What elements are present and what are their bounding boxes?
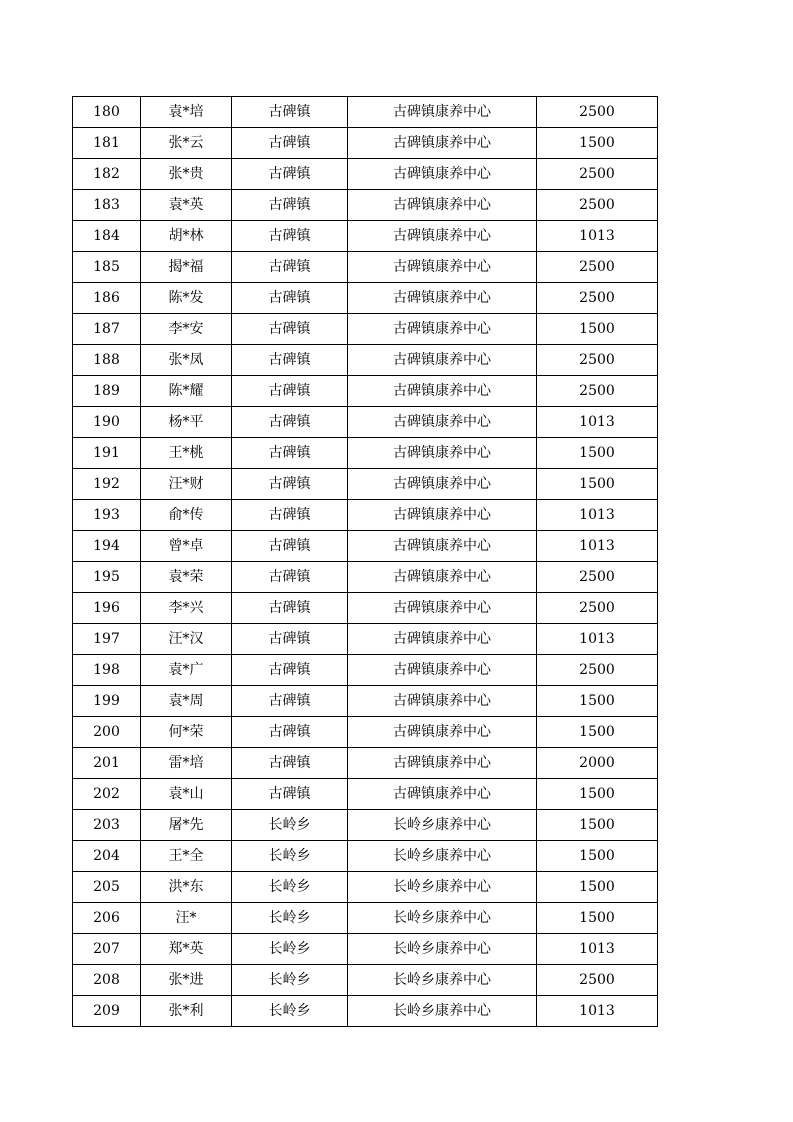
table-row bbox=[73, 190, 658, 221]
town-cell: 古碑镇 bbox=[232, 655, 348, 686]
name-cell: 袁*广 bbox=[141, 655, 232, 686]
table-row bbox=[73, 996, 658, 1027]
care-center-cell: 古碑镇康养中心 bbox=[348, 500, 537, 531]
table-row bbox=[73, 686, 658, 717]
amount-cell: 2500 bbox=[537, 593, 658, 624]
name-cell: 何*荣 bbox=[141, 717, 232, 748]
row-number-cell: 200 bbox=[73, 717, 141, 748]
care-center-cell: 古碑镇康养中心 bbox=[348, 655, 537, 686]
table-row bbox=[73, 965, 658, 996]
roster-table bbox=[72, 96, 658, 1027]
town-cell: 古碑镇 bbox=[232, 128, 348, 159]
town-cell: 长岭乡 bbox=[232, 934, 348, 965]
name-cell: 袁*英 bbox=[141, 190, 232, 221]
town-cell: 长岭乡 bbox=[232, 841, 348, 872]
amount-cell: 1013 bbox=[537, 996, 658, 1027]
row-number-cell: 206 bbox=[73, 903, 141, 934]
table-row bbox=[73, 593, 658, 624]
name-cell: 胡*林 bbox=[141, 221, 232, 252]
amount-cell: 1013 bbox=[537, 531, 658, 562]
name-cell: 袁*荣 bbox=[141, 562, 232, 593]
care-center-cell: 古碑镇康养中心 bbox=[348, 717, 537, 748]
table-row bbox=[73, 159, 658, 190]
table-row bbox=[73, 221, 658, 252]
amount-cell: 2500 bbox=[537, 376, 658, 407]
town-cell: 古碑镇 bbox=[232, 469, 348, 500]
care-center-cell: 古碑镇康养中心 bbox=[348, 97, 537, 128]
care-center-cell: 古碑镇康养中心 bbox=[348, 593, 537, 624]
name-cell: 张*利 bbox=[141, 996, 232, 1027]
table-row bbox=[73, 252, 658, 283]
name-cell: 张*凤 bbox=[141, 345, 232, 376]
amount-cell: 1500 bbox=[537, 903, 658, 934]
town-cell: 古碑镇 bbox=[232, 407, 348, 438]
table-row bbox=[73, 717, 658, 748]
row-number-cell: 192 bbox=[73, 469, 141, 500]
table-row bbox=[73, 748, 658, 779]
name-cell: 曾*卓 bbox=[141, 531, 232, 562]
table-row bbox=[73, 314, 658, 345]
town-cell: 古碑镇 bbox=[232, 376, 348, 407]
name-cell: 陈*耀 bbox=[141, 376, 232, 407]
row-number-cell: 209 bbox=[73, 996, 141, 1027]
amount-cell: 1500 bbox=[537, 717, 658, 748]
amount-cell: 1500 bbox=[537, 810, 658, 841]
row-number-cell: 188 bbox=[73, 345, 141, 376]
amount-cell: 2000 bbox=[537, 748, 658, 779]
table-row bbox=[73, 903, 658, 934]
care-center-cell: 古碑镇康养中心 bbox=[348, 252, 537, 283]
table-row bbox=[73, 128, 658, 159]
table-row bbox=[73, 779, 658, 810]
town-cell: 古碑镇 bbox=[232, 593, 348, 624]
town-cell: 古碑镇 bbox=[232, 252, 348, 283]
town-cell: 古碑镇 bbox=[232, 283, 348, 314]
care-center-cell: 古碑镇康养中心 bbox=[348, 624, 537, 655]
amount-cell: 1013 bbox=[537, 934, 658, 965]
name-cell: 俞*传 bbox=[141, 500, 232, 531]
town-cell: 古碑镇 bbox=[232, 314, 348, 345]
name-cell: 张*进 bbox=[141, 965, 232, 996]
row-number-cell: 198 bbox=[73, 655, 141, 686]
care-center-cell: 长岭乡康养中心 bbox=[348, 810, 537, 841]
town-cell: 古碑镇 bbox=[232, 221, 348, 252]
amount-cell: 1500 bbox=[537, 779, 658, 810]
care-center-cell: 古碑镇康养中心 bbox=[348, 779, 537, 810]
care-center-cell: 古碑镇康养中心 bbox=[348, 314, 537, 345]
name-cell: 汪*汉 bbox=[141, 624, 232, 655]
name-cell: 袁*山 bbox=[141, 779, 232, 810]
amount-cell: 1013 bbox=[537, 624, 658, 655]
town-cell: 古碑镇 bbox=[232, 438, 348, 469]
town-cell: 长岭乡 bbox=[232, 810, 348, 841]
amount-cell: 2500 bbox=[537, 655, 658, 686]
roster-table-body bbox=[73, 97, 658, 1027]
table-row bbox=[73, 624, 658, 655]
amount-cell: 1500 bbox=[537, 438, 658, 469]
care-center-cell: 长岭乡康养中心 bbox=[348, 996, 537, 1027]
row-number-cell: 181 bbox=[73, 128, 141, 159]
town-cell: 长岭乡 bbox=[232, 965, 348, 996]
table-row bbox=[73, 97, 658, 128]
town-cell: 古碑镇 bbox=[232, 562, 348, 593]
row-number-cell: 207 bbox=[73, 934, 141, 965]
row-number-cell: 197 bbox=[73, 624, 141, 655]
name-cell: 袁*周 bbox=[141, 686, 232, 717]
row-number-cell: 182 bbox=[73, 159, 141, 190]
row-number-cell: 195 bbox=[73, 562, 141, 593]
care-center-cell: 古碑镇康养中心 bbox=[348, 159, 537, 190]
town-cell: 古碑镇 bbox=[232, 779, 348, 810]
town-cell: 古碑镇 bbox=[232, 748, 348, 779]
town-cell: 长岭乡 bbox=[232, 903, 348, 934]
care-center-cell: 古碑镇康养中心 bbox=[348, 283, 537, 314]
amount-cell: 2500 bbox=[537, 283, 658, 314]
row-number-cell: 184 bbox=[73, 221, 141, 252]
care-center-cell: 古碑镇康养中心 bbox=[348, 221, 537, 252]
town-cell: 古碑镇 bbox=[232, 531, 348, 562]
table-row bbox=[73, 500, 658, 531]
amount-cell: 1500 bbox=[537, 686, 658, 717]
amount-cell: 1500 bbox=[537, 841, 658, 872]
care-center-cell: 古碑镇康养中心 bbox=[348, 562, 537, 593]
row-number-cell: 190 bbox=[73, 407, 141, 438]
table-row bbox=[73, 376, 658, 407]
care-center-cell: 古碑镇康养中心 bbox=[348, 345, 537, 376]
row-number-cell: 189 bbox=[73, 376, 141, 407]
row-number-cell: 186 bbox=[73, 283, 141, 314]
care-center-cell: 长岭乡康养中心 bbox=[348, 965, 537, 996]
amount-cell: 2500 bbox=[537, 965, 658, 996]
amount-cell: 1013 bbox=[537, 407, 658, 438]
amount-cell: 1500 bbox=[537, 314, 658, 345]
row-number-cell: 202 bbox=[73, 779, 141, 810]
row-number-cell: 185 bbox=[73, 252, 141, 283]
table-row bbox=[73, 872, 658, 903]
care-center-cell: 长岭乡康养中心 bbox=[348, 934, 537, 965]
row-number-cell: 208 bbox=[73, 965, 141, 996]
name-cell: 张*云 bbox=[141, 128, 232, 159]
table-row bbox=[73, 345, 658, 376]
care-center-cell: 古碑镇康养中心 bbox=[348, 686, 537, 717]
amount-cell: 2500 bbox=[537, 190, 658, 221]
row-number-cell: 193 bbox=[73, 500, 141, 531]
town-cell: 古碑镇 bbox=[232, 159, 348, 190]
care-center-cell: 古碑镇康养中心 bbox=[348, 407, 537, 438]
row-number-cell: 199 bbox=[73, 686, 141, 717]
amount-cell: 1500 bbox=[537, 469, 658, 500]
table-row bbox=[73, 810, 658, 841]
name-cell: 郑*英 bbox=[141, 934, 232, 965]
row-number-cell: 201 bbox=[73, 748, 141, 779]
row-number-cell: 187 bbox=[73, 314, 141, 345]
name-cell: 李*兴 bbox=[141, 593, 232, 624]
row-number-cell: 205 bbox=[73, 872, 141, 903]
care-center-cell: 古碑镇康养中心 bbox=[348, 438, 537, 469]
row-number-cell: 183 bbox=[73, 190, 141, 221]
amount-cell: 1013 bbox=[537, 221, 658, 252]
row-number-cell: 196 bbox=[73, 593, 141, 624]
town-cell: 长岭乡 bbox=[232, 872, 348, 903]
amount-cell: 2500 bbox=[537, 97, 658, 128]
amount-cell: 1013 bbox=[537, 500, 658, 531]
table-row bbox=[73, 438, 658, 469]
amount-cell: 1500 bbox=[537, 872, 658, 903]
row-number-cell: 204 bbox=[73, 841, 141, 872]
amount-cell: 2500 bbox=[537, 159, 658, 190]
name-cell: 王*全 bbox=[141, 841, 232, 872]
name-cell: 王*桃 bbox=[141, 438, 232, 469]
town-cell: 长岭乡 bbox=[232, 996, 348, 1027]
row-number-cell: 180 bbox=[73, 97, 141, 128]
table-row bbox=[73, 469, 658, 500]
name-cell: 汪*财 bbox=[141, 469, 232, 500]
row-number-cell: 203 bbox=[73, 810, 141, 841]
table-row bbox=[73, 562, 658, 593]
table-row bbox=[73, 655, 658, 686]
name-cell: 揭*福 bbox=[141, 252, 232, 283]
table-row bbox=[73, 283, 658, 314]
care-center-cell: 长岭乡康养中心 bbox=[348, 841, 537, 872]
town-cell: 古碑镇 bbox=[232, 97, 348, 128]
table-row bbox=[73, 531, 658, 562]
care-center-cell: 古碑镇康养中心 bbox=[348, 531, 537, 562]
care-center-cell: 古碑镇康养中心 bbox=[348, 376, 537, 407]
name-cell: 袁*培 bbox=[141, 97, 232, 128]
town-cell: 古碑镇 bbox=[232, 500, 348, 531]
care-center-cell: 古碑镇康养中心 bbox=[348, 748, 537, 779]
name-cell: 屠*先 bbox=[141, 810, 232, 841]
name-cell: 陈*发 bbox=[141, 283, 232, 314]
name-cell: 张*贵 bbox=[141, 159, 232, 190]
amount-cell: 2500 bbox=[537, 345, 658, 376]
name-cell: 洪*东 bbox=[141, 872, 232, 903]
name-cell: 雷*培 bbox=[141, 748, 232, 779]
care-center-cell: 古碑镇康养中心 bbox=[348, 128, 537, 159]
amount-cell: 2500 bbox=[537, 562, 658, 593]
care-center-cell: 长岭乡康养中心 bbox=[348, 903, 537, 934]
name-cell: 杨*平 bbox=[141, 407, 232, 438]
town-cell: 古碑镇 bbox=[232, 717, 348, 748]
row-number-cell: 191 bbox=[73, 438, 141, 469]
amount-cell: 1500 bbox=[537, 128, 658, 159]
table-row bbox=[73, 407, 658, 438]
amount-cell: 2500 bbox=[537, 252, 658, 283]
town-cell: 古碑镇 bbox=[232, 345, 348, 376]
care-center-cell: 古碑镇康养中心 bbox=[348, 190, 537, 221]
table-row bbox=[73, 934, 658, 965]
care-center-cell: 长岭乡康养中心 bbox=[348, 872, 537, 903]
name-cell: 李*安 bbox=[141, 314, 232, 345]
care-center-cell: 古碑镇康养中心 bbox=[348, 469, 537, 500]
town-cell: 古碑镇 bbox=[232, 190, 348, 221]
town-cell: 古碑镇 bbox=[232, 624, 348, 655]
row-number-cell: 194 bbox=[73, 531, 141, 562]
town-cell: 古碑镇 bbox=[232, 686, 348, 717]
name-cell: 汪* bbox=[141, 903, 232, 934]
table-row bbox=[73, 841, 658, 872]
